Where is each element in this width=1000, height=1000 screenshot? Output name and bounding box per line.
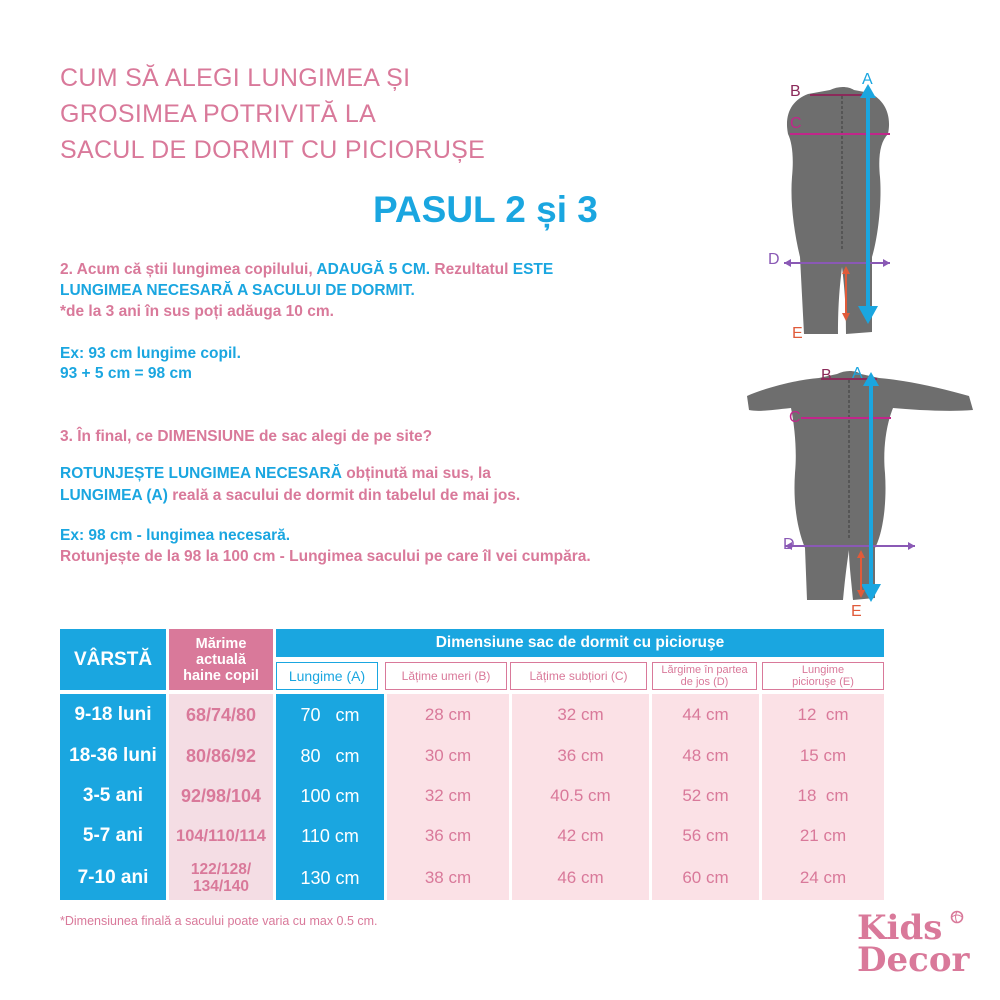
row1-length-e: 12 cm bbox=[762, 694, 884, 736]
row3-width-c: 40.5 cm bbox=[512, 776, 649, 816]
label-a: A bbox=[862, 71, 873, 88]
row4-width-d: 56 cm bbox=[652, 816, 759, 856]
row3-size: 92/98/104 bbox=[169, 776, 273, 816]
label-d: D bbox=[768, 251, 780, 268]
step2-tail: Rezultatul bbox=[434, 261, 509, 278]
row2-size: 80/86/92 bbox=[169, 736, 273, 776]
sleeved-label-e: E bbox=[851, 603, 862, 620]
step3-length-blue: LUNGIMEA (A) bbox=[60, 487, 168, 504]
row4-age: 5-7 ani bbox=[60, 816, 166, 856]
row5-length-e: 24 cm bbox=[762, 856, 884, 900]
label-c: C bbox=[790, 115, 802, 132]
step3-round-pink: obținută mai sus, la bbox=[346, 465, 491, 482]
step3-example-1: Ex: 98 cm - lungimea necesară. bbox=[60, 527, 291, 544]
row5-width-b: 38 cm bbox=[387, 856, 509, 900]
row5-age: 7-10 ani bbox=[60, 856, 166, 900]
subheader-width-d: Lărgime în partea de jos (D) bbox=[652, 662, 757, 690]
step-heading: PASUL 2 și 3 bbox=[373, 189, 598, 230]
row5-width-c: 46 cm bbox=[512, 856, 649, 900]
row3-length-a: 100 cm bbox=[276, 776, 384, 816]
step3-length-pink: reală a sacului de dormit din tabelul de mai jos. bbox=[172, 487, 521, 504]
subheader-width-b: Lățime umeri (B) bbox=[385, 662, 507, 690]
row4-size: 104/110/114 bbox=[169, 816, 273, 856]
sleeved-label-d: D bbox=[783, 536, 795, 553]
sleeved-label-b: B bbox=[821, 367, 832, 384]
title-line-1: CUM SĂ ALEGI LUNGIMEA ȘI bbox=[60, 64, 411, 92]
row1-width-d: 44 cm bbox=[652, 694, 759, 736]
row3-length-e: 18 cm bbox=[762, 776, 884, 816]
row4-width-c: 42 cm bbox=[512, 816, 649, 856]
logo-ball-icon bbox=[950, 910, 964, 924]
title-line-2: GROSIMEA POTRIVITĂ LA bbox=[60, 100, 377, 128]
step2-note: *de la 3 ani în sus poți adăuga 10 cm. bbox=[60, 303, 334, 320]
row3-width-d: 52 cm bbox=[652, 776, 759, 816]
sleeved-label-a: A bbox=[852, 365, 863, 382]
row5-length-a: 130 cm bbox=[276, 856, 384, 900]
row1-size: 68/74/80 bbox=[169, 694, 273, 736]
row1-length-a: 70 cm bbox=[276, 694, 384, 736]
step3-example-2: Rotunjește de la 98 la 100 cm - Lungimea sacului pe care îl vei cumpăra. bbox=[60, 548, 591, 565]
row1-width-c: 32 cm bbox=[512, 694, 649, 736]
step2-line2: LUNGIMEA NECESARĂ A SACULUI DE DORMIT. bbox=[60, 282, 415, 299]
row4-length-e: 21 cm bbox=[762, 816, 884, 856]
subheader-length-e: Lungime picioruşe (E) bbox=[762, 662, 884, 690]
subheader-width-c: Lățime subțiori (C) bbox=[510, 662, 647, 690]
header-group: Dimensiune sac de dormit cu picioruşe bbox=[276, 629, 884, 657]
step2-text: 2. Acum că știi lungimea copilului, bbox=[60, 261, 313, 278]
label-b: B bbox=[790, 83, 801, 100]
step2-highlight: ADAUGĂ 5 CM. bbox=[316, 261, 431, 278]
row1-age: 9-18 luni bbox=[60, 694, 166, 736]
row5-size: 122/128/ 134/140 bbox=[169, 856, 273, 900]
row5-width-d: 60 cm bbox=[652, 856, 759, 900]
title-line-3: SACUL DE DORMIT CU PICIORUȘE bbox=[60, 136, 486, 164]
step3-question: 3. În final, ce DIMENSIUNE de sac alegi de pe site? bbox=[60, 428, 433, 445]
label-e: E bbox=[792, 325, 803, 342]
header-size: Mărime actuală haine copil bbox=[169, 629, 273, 690]
step2-example-2: 93 + 5 cm = 98 cm bbox=[60, 365, 192, 382]
subheader-length-a: Lungime (A) bbox=[276, 662, 378, 690]
logo-line-kids: Kids bbox=[857, 908, 943, 948]
step2-example-1: Ex: 93 cm lungime copil. bbox=[60, 345, 241, 362]
row4-width-b: 36 cm bbox=[387, 816, 509, 856]
sleeved-label-c: C bbox=[789, 409, 801, 426]
step2-tail-blue: ESTE bbox=[512, 261, 554, 278]
row4-length-a: 110 cm bbox=[276, 816, 384, 856]
row2-age: 18-36 luni bbox=[60, 736, 166, 776]
row3-width-b: 32 cm bbox=[387, 776, 509, 816]
row2-width-c: 36 cm bbox=[512, 736, 649, 776]
row2-length-a: 80 cm bbox=[276, 736, 384, 776]
row2-length-e: 15 cm bbox=[762, 736, 884, 776]
step3-round-blue: ROTUNJEȘTE LUNGIMEA NECESARĂ bbox=[60, 465, 342, 482]
logo-line-decor: Decor bbox=[857, 940, 970, 980]
row1-width-b: 28 cm bbox=[387, 694, 509, 736]
row2-width-b: 30 cm bbox=[387, 736, 509, 776]
row3-age: 3-5 ani bbox=[60, 776, 166, 816]
row2-width-d: 48 cm bbox=[652, 736, 759, 776]
header-age: VÂRSTĂ bbox=[60, 629, 166, 690]
footnote: *Dimensiunea finală a sacului poate varia cu max 0.5 cm. bbox=[60, 914, 378, 928]
